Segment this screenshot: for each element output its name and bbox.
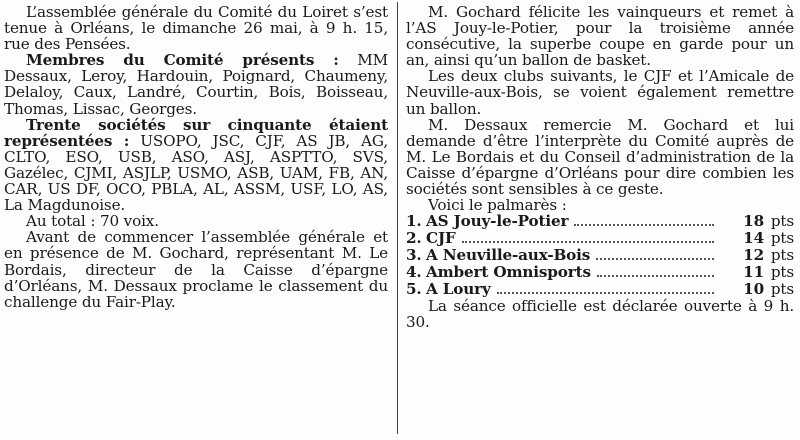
fairplay-paragraph: Avant de commencer l’assemblée générale et en présence de M. Gochard, représentant M. Le Bordais, directeur de la Caisse d’épargne d’Orléans, M. Dessaux proclame le classement du challenge du Fair-Play. [4, 228, 388, 311]
palmares-list [406, 213, 794, 298]
palmares-row [406, 281, 794, 298]
palmares-points: 18 [743, 212, 764, 231]
palmares-rank: 2. [406, 229, 422, 248]
palmares-row [406, 264, 794, 281]
palmares-unit: pts [770, 229, 794, 248]
palmares-unit: pts [770, 280, 794, 299]
members-list: MM Dessaux, Leroy, Hardouin, Poignard, Chaumeny, Delaloy, Caux, Landré, Courtin, Bois, Boisseau, Thomas, Lissac, Georges. [4, 51, 388, 118]
total-votes: Au total : 70 voix. [26, 212, 159, 231]
palmares-rank: 1. [406, 212, 422, 231]
right-column [406, 4, 794, 330]
palmares-points: 11 [743, 263, 764, 282]
palmares-club: AS Jouy-le-Potier [426, 212, 569, 231]
leader-dots [574, 224, 714, 226]
palmares-rank: 5. [406, 280, 422, 299]
left-column [4, 4, 388, 310]
palmares-club: Ambert Omnisports [426, 263, 591, 282]
members-paragraph [4, 52, 388, 116]
leader-dots [497, 292, 714, 294]
palmares-row [406, 213, 794, 230]
members-heading: Membres du Comité présents : [26, 51, 339, 70]
palmares-unit: pts [770, 263, 794, 282]
leader-dots [597, 275, 714, 277]
palmares-points: 14 [743, 229, 764, 248]
palmares-unit: pts [770, 246, 794, 265]
leader-dots [596, 258, 714, 260]
column-divider [397, 2, 398, 434]
palmares-row [406, 247, 794, 264]
palmares-points: 10 [743, 280, 764, 299]
palmares-intro: Voici le palmarès : [428, 196, 567, 215]
societies-paragraph [4, 117, 388, 214]
thanks-paragraph: M. Dessaux remercie M. Gochard et lui demande d’être l’interprète du Comité auprès de M. Le Bordais et du Conseil d’administration de la Caisse d’épargne d’Orléans pour dire combien les sociétés sont sensibles à ce geste. [406, 115, 794, 199]
intro-paragraph: L’assemblée générale du Comité du Loiret s’est tenue à Orléans, le dimanche 26 mai, à 9 h. 15, rue des Pensées. [4, 3, 388, 54]
palmares-club: A Loury [426, 280, 491, 299]
two-clubs-paragraph: Les deux clubs suivants, le CJF et l’Amicale de Neuville-aux-Bois, se voient également remettre un ballon. [406, 67, 794, 118]
closing-paragraph: La séance officielle est déclarée ouverte à 9 h. 30. [406, 297, 794, 332]
palmares-rank: 3. [406, 246, 422, 265]
palmares-row [406, 230, 794, 247]
gochard-paragraph: M. Gochard félicite les vainqueurs et remet à l’AS Jouy-le-Potier, pour la troisième année consécutive, la superbe coupe en garde pour un an, ainsi qu’un ballon de basket. [406, 3, 794, 70]
palmares-club: A Neuville-aux-Bois [426, 246, 591, 265]
palmares-rank: 4. [406, 263, 422, 282]
societies-heading: Trente sociétés sur cinquante étaient représentées : [4, 115, 388, 150]
palmares-club: CJF [426, 229, 456, 248]
palmares-unit: pts [770, 212, 794, 231]
leader-dots [462, 241, 714, 243]
societies-list: USOPO, JSC, CJF, AS JB, AG, CLTO, ESO, USB, ASO, ASJ, ASPTTO, SVS, Gazélec, CJMI, ASJLP, USMO, ASB, UAM, FB, AN, CAR, US DF, OCO, PBLA, AL, ASSM, USF, LO, AS, La Magdunoise. [4, 131, 388, 215]
palmares-points: 12 [743, 246, 764, 265]
